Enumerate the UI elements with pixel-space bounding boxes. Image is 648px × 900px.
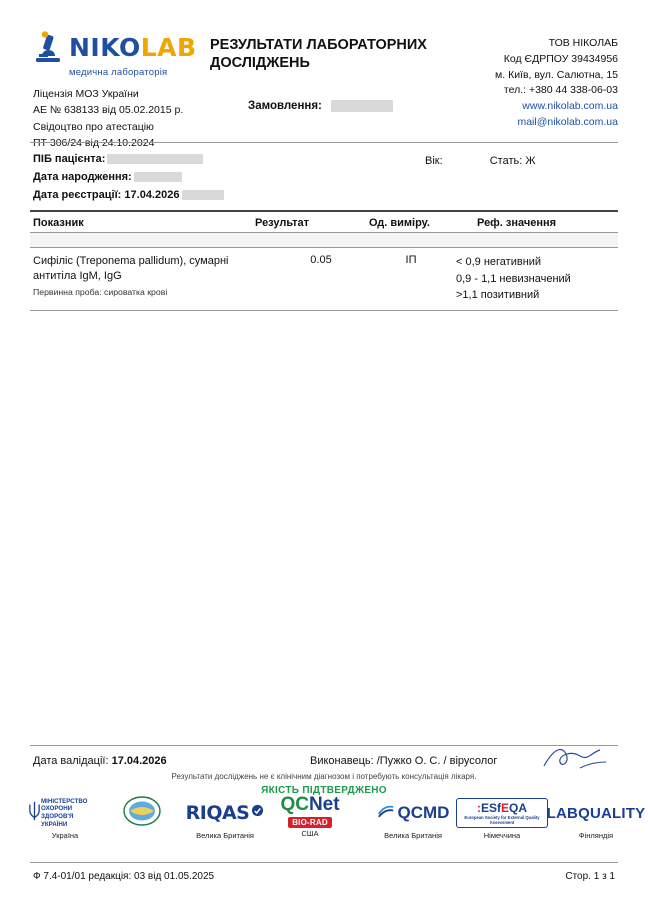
column-header-result: Результат bbox=[255, 217, 310, 229]
company-edrpou: Код ЄДРПОУ 39434956 bbox=[503, 52, 618, 65]
table-bottom-rule bbox=[30, 310, 618, 311]
patient-birth-row bbox=[33, 168, 224, 186]
form-code: Ф 7.4-01/01 редакція: 03 від 01.05.2025 bbox=[33, 871, 215, 882]
disclaimer-text: Результати досліджень не є клінічним діагнозом і потребують консультація лікаря. bbox=[171, 772, 477, 781]
patient-name-row bbox=[33, 150, 224, 168]
badge-seal bbox=[120, 798, 164, 831]
footer-bottom-rule bbox=[30, 862, 618, 863]
patient-reg-label: Дата реєстрації: bbox=[33, 189, 122, 202]
logo-subtitle: медична лабораторія bbox=[69, 67, 168, 78]
result-sample-note: Первинна проба: сироватка крові bbox=[33, 286, 168, 297]
table-row-band bbox=[30, 233, 618, 247]
order-label: Замовлення: bbox=[248, 100, 322, 113]
ministry-label: МІНІСТЕРСТВО ОХОРОНИ ЗДОРОВ'Я УКРАЇНИ bbox=[41, 797, 88, 828]
table-band-rule bbox=[30, 247, 618, 248]
accreditation-badges bbox=[28, 794, 646, 848]
reference-line-2: 0,9 - 1,1 невизначений bbox=[456, 272, 571, 285]
license-line-2: АЕ № 638133 від 05.02.2015 р. bbox=[33, 104, 184, 117]
badge-ministry bbox=[28, 798, 102, 840]
table-top-rule bbox=[30, 210, 618, 212]
result-name-text: Сифіліс (Treponema pallidum), сумарні антитіла IgM, IgG bbox=[33, 255, 229, 282]
company-website[interactable]: www.nikolab.com.ua bbox=[522, 100, 618, 112]
patient-birth-redacted bbox=[134, 172, 182, 182]
patient-name-label: ПІБ пацієнта: bbox=[33, 153, 106, 165]
lab-logo bbox=[33, 30, 218, 78]
result-reference bbox=[456, 254, 636, 304]
trident-icon bbox=[28, 800, 41, 827]
logo-niko-text: NIKO bbox=[69, 32, 141, 62]
company-name: ТОВ НІКОЛАБ bbox=[548, 37, 618, 49]
performer-info: Виконавець: /Пужко О. С. / вірусолог bbox=[310, 755, 498, 767]
result-indicator-name bbox=[33, 254, 248, 298]
patient-reg-redacted bbox=[182, 190, 224, 200]
badge-labquality-country: Фінляндія bbox=[578, 831, 614, 840]
report-header bbox=[0, 0, 648, 140]
badge-qcnet-country: США bbox=[301, 829, 319, 838]
result-value: 0.05 bbox=[310, 254, 332, 266]
company-phone: тел.: +380 44 338-06-03 bbox=[503, 84, 618, 97]
patient-demographics bbox=[425, 155, 536, 167]
column-header-unit: Од. виміру. bbox=[369, 217, 430, 229]
badge-esfeqa bbox=[456, 798, 548, 840]
biorad-logo-text: BIO-RAD bbox=[288, 817, 332, 828]
badge-qcmd-country: Велика Британія bbox=[384, 831, 442, 840]
patient-name-redacted bbox=[107, 154, 203, 164]
validation-label: Дата валідації: bbox=[33, 755, 109, 767]
esfeqa-logo-text: :ESfEQA European Society for External Quality Assessment bbox=[456, 798, 548, 828]
accreditation-seal-icon bbox=[122, 795, 162, 832]
result-unit: ІП bbox=[405, 254, 417, 266]
quality-confirmed-label: ЯКІСТЬ ПІДТВЕРДЖЕНО bbox=[261, 785, 387, 796]
badge-qcmd bbox=[358, 798, 468, 840]
order-field bbox=[248, 100, 393, 112]
license-line-3: Свідоцтво про атестацію bbox=[33, 120, 154, 133]
column-header-reference: Реф. значення bbox=[477, 217, 557, 229]
reference-line-3: >1,1 позитивний bbox=[456, 289, 540, 301]
qcmd-logo-text: QCMD bbox=[397, 803, 450, 822]
logo-lab-text: LAB bbox=[140, 32, 197, 62]
patient-sex-label: Стать: bbox=[489, 155, 523, 167]
validation-value: 17.04.2026 bbox=[111, 755, 167, 767]
patient-birth-label: Дата народження: bbox=[33, 171, 132, 184]
reference-line-1: < 0,9 негативний bbox=[456, 256, 542, 268]
company-info bbox=[358, 36, 618, 131]
signature-icon bbox=[540, 742, 610, 772]
footer-top-rule bbox=[30, 745, 618, 746]
esfeqa-subtitle: European Society for External Quality Assessment bbox=[464, 815, 540, 825]
qcnet-logo-text: QCNet bbox=[280, 794, 340, 815]
validation-date bbox=[33, 755, 167, 767]
badge-esfeqa-country: Німеччина bbox=[483, 831, 521, 840]
badge-riqas-country: Велика Британія bbox=[196, 831, 254, 840]
labquality-logo-text: LABQUALITY bbox=[546, 804, 646, 822]
patient-age-label: Вік: bbox=[425, 155, 443, 167]
company-address: м. Київ, вул. Салютна, 15 bbox=[495, 68, 618, 81]
qcmd-swirl-icon bbox=[377, 802, 398, 824]
patient-reg-value: 17.04.2026 bbox=[124, 189, 180, 202]
microscope-icon bbox=[33, 30, 63, 64]
patient-sex-value: Ж bbox=[525, 155, 536, 167]
document-title: РЕЗУЛЬТАТИ ЛАБОРАТОРНИХ ДОСЛІДЖЕНЬ bbox=[210, 37, 427, 72]
license-line-1: Ліцензія МОЗ України bbox=[33, 88, 139, 100]
order-value-redacted bbox=[331, 100, 393, 112]
badge-labquality bbox=[546, 798, 646, 840]
patient-block bbox=[33, 150, 224, 204]
badge-qcnet bbox=[260, 796, 360, 838]
divider-top bbox=[30, 142, 618, 143]
riqas-logo-text: RIQAS bbox=[185, 802, 250, 824]
company-email[interactable]: mail@nikolab.com.ua bbox=[517, 115, 618, 128]
page-number: Стор. 1 з 1 bbox=[565, 871, 615, 882]
badge-ministry-country: Україна bbox=[51, 831, 79, 840]
patient-reg-row bbox=[33, 186, 224, 204]
column-header-indicator: Показник bbox=[33, 217, 84, 229]
